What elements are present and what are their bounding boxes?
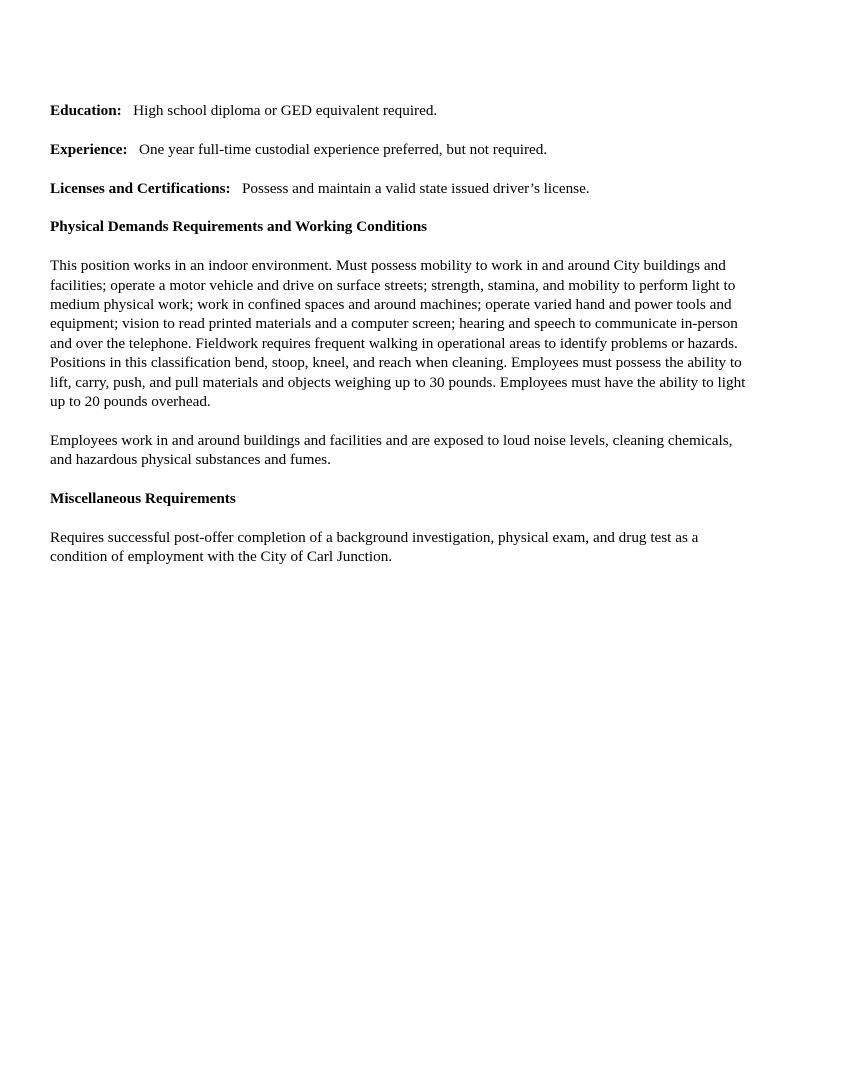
experience-line [50, 140, 750, 159]
experience-label: Experience: [50, 140, 128, 158]
licenses-text: Possess and maintain a valid state issued driver’s license. [241, 179, 590, 197]
physical-demands-paragraph-2: Employees work in and around buildings and facilities and are exposed to loud noise levels, cleaning chemicals, and hazardous physical substances and fumes. [50, 431, 733, 469]
document-content [50, 101, 750, 586]
physical-demands-heading: Physical Demands Requirements and Working Conditions [50, 218, 428, 236]
licenses-line [50, 179, 750, 198]
miscellaneous-heading: Miscellaneous Requirements [50, 490, 236, 508]
education-text: High school diploma or GED equivalent required. [133, 102, 438, 119]
physical-demands-paragraph-1: This position works in an indoor environment. Must possess mobility to work in and around City buildings and facilities; operate a motor vehicle and drive on surface streets; strength, stamina, and mobility to perform light to medium physical work; work in confined spaces and around machines; operate varied hand and power tools and equipment; vision to read printed materials and a computer screen; hearing and speech to communicate in-person and over the telephone. Fieldwork requires frequent walking in operational areas to identify problems or hazards. Positions in this classification bend, stoop, kneel, and reach when cleaning. Employees must possess the ability to lift, carry, push, and pull materials and objects weighing up to 30 pounds. Employees must have the ability to light up to 20 pounds overhead. [50, 257, 746, 411]
licenses-label: Licenses and Certifications: [50, 179, 231, 197]
miscellaneous-paragraph: Requires successful post-offer completion of a background investigation, physical exam, and drug test as a condition of employment with the City of Carl Junction. [50, 528, 699, 566]
education-line [50, 101, 750, 120]
experience-text: One year full-time custodial experience preferred, but not required. [139, 140, 548, 158]
education-label: Education: [50, 102, 122, 119]
